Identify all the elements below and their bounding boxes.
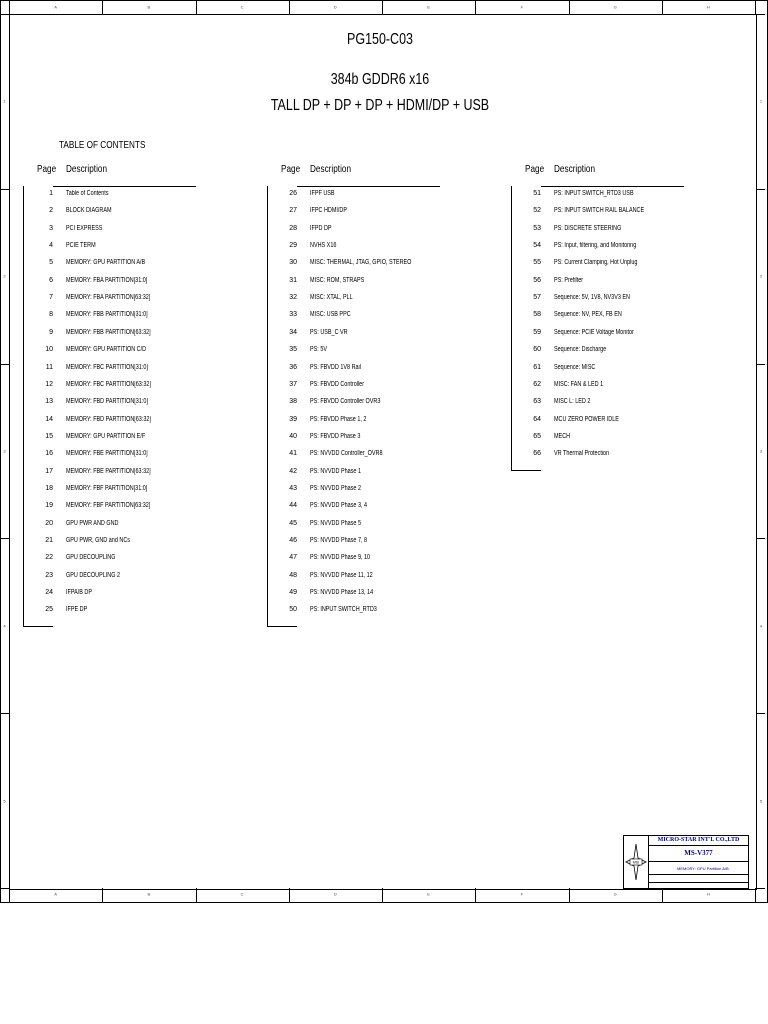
toc-page-description: MEMORY: FBE PARTITION[63:32] bbox=[66, 467, 151, 475]
toc-page-description: PS: INPUT SWITCH RAIL BALANCE bbox=[554, 207, 645, 215]
toc-page-number: 44 bbox=[289, 502, 297, 510]
toc-row bbox=[511, 364, 751, 381]
toc-page-description: Table of Contents bbox=[66, 190, 109, 197]
toc-row bbox=[23, 277, 263, 294]
zone-label: 5 bbox=[759, 798, 763, 804]
toc-page-number: 24 bbox=[45, 589, 53, 597]
toc-page-number: 2 bbox=[49, 207, 53, 215]
toc-page-number: 22 bbox=[45, 554, 53, 562]
toc-page-description: MISC: ROM, STRAPS bbox=[310, 276, 365, 284]
toc-page-description: IFPE DP bbox=[66, 606, 88, 614]
toc-row bbox=[511, 433, 751, 450]
zone-label: E bbox=[427, 891, 430, 897]
toc-page-number: 62 bbox=[533, 380, 541, 388]
page-header: Page bbox=[37, 164, 57, 175]
column-foot bbox=[23, 626, 53, 627]
toc-page-number: 16 bbox=[45, 450, 53, 458]
toc-row bbox=[267, 450, 507, 467]
toc-row bbox=[267, 537, 507, 554]
zone-label: 1 bbox=[3, 98, 6, 104]
toc-row bbox=[267, 381, 507, 398]
description-header: Description bbox=[66, 164, 108, 175]
zone-tick bbox=[569, 888, 570, 902]
toc-page-number: 40 bbox=[289, 432, 297, 440]
display-outputs-title: TALL DP + DP + DP + HDMI/DP + USB bbox=[270, 97, 490, 114]
zone-tick bbox=[382, 0, 383, 14]
zone-label: 3 bbox=[759, 448, 763, 454]
toc-page-description: MEMORY: FBB PARTITION[31:0] bbox=[66, 311, 148, 319]
zone-label: H bbox=[706, 4, 710, 10]
zone-label: 1 bbox=[759, 98, 763, 104]
zone-label: E bbox=[427, 4, 430, 10]
toc-page-number: 43 bbox=[289, 484, 297, 492]
toc-row bbox=[511, 450, 751, 467]
sheet-description: MEMORY: GPU Partition A/B bbox=[677, 866, 729, 871]
zone-tick bbox=[662, 888, 663, 902]
toc-page-description: MISC: XTAL, PLL bbox=[310, 294, 353, 302]
toc-page-description: MEMORY: FBC PARTITION[31:0] bbox=[66, 363, 148, 371]
toc-row bbox=[267, 485, 507, 502]
toc-row bbox=[267, 294, 507, 311]
zone-tick bbox=[0, 538, 9, 539]
toc-row bbox=[267, 207, 507, 224]
toc-row bbox=[23, 329, 263, 346]
toc-row bbox=[23, 259, 263, 276]
toc-page-number: 65 bbox=[533, 432, 541, 440]
toc-page-number: 26 bbox=[289, 190, 297, 197]
toc-page-description: NVHS X16 bbox=[310, 242, 337, 250]
toc-page-description: MEMORY: FBD PARTITION[31:0] bbox=[66, 398, 148, 406]
zone-label: A bbox=[54, 891, 57, 897]
toc-page-description: GPU DECOUPLING bbox=[66, 554, 116, 562]
zone-tick bbox=[662, 0, 663, 14]
zone-label: G bbox=[613, 891, 617, 897]
toc-row bbox=[267, 606, 507, 623]
toc-page-description: IFPD DP bbox=[310, 224, 332, 232]
toc-page-description: GPU PWR, GND and NCs bbox=[66, 537, 131, 544]
toc-row bbox=[23, 294, 263, 311]
toc-page-number: 37 bbox=[289, 380, 297, 388]
svg-text:MSI: MSI bbox=[632, 860, 640, 865]
toc-page-description: MISC: FAN & LED 1 bbox=[554, 380, 604, 388]
toc-page-description: PS: FBVDD Controller OVR3 bbox=[310, 398, 381, 406]
zone-label: C bbox=[240, 891, 244, 897]
toc-page-description: PS: NVVDD Phase 3, 4 bbox=[310, 502, 368, 510]
toc-page-description: PS: NVVDD Phase 11, 12 bbox=[310, 571, 373, 579]
toc-page-description: PS: NVVDD Phase 5 bbox=[310, 519, 361, 527]
toc-page-number: 49 bbox=[289, 589, 297, 597]
toc-row bbox=[23, 398, 263, 415]
toc-page-description: PS: NVVDD Phase 2 bbox=[310, 484, 361, 492]
toc-row bbox=[23, 485, 263, 502]
zone-label: A bbox=[54, 4, 57, 10]
toc-page-description: MCU ZERO POWER IDLE bbox=[554, 415, 619, 423]
toc-page-number: 36 bbox=[289, 363, 297, 371]
toc-page-description: Sequence: Discharge bbox=[554, 346, 607, 354]
toc-page-number: 10 bbox=[45, 346, 53, 354]
toc-page-number: 13 bbox=[45, 398, 53, 406]
toc-page-number: 29 bbox=[289, 242, 297, 250]
zone-tick bbox=[475, 888, 476, 902]
zone-label: 4 bbox=[759, 623, 763, 629]
toc-row bbox=[511, 381, 751, 398]
toc-page-description: MEMORY: FBA PARTITION[63:32] bbox=[66, 294, 151, 302]
toc-row bbox=[267, 572, 507, 589]
zone-label: 2 bbox=[759, 273, 763, 279]
zone-label: F bbox=[520, 891, 524, 897]
toc-page-description: PS: USB_C VR bbox=[310, 328, 348, 336]
toc-page-description: MEMORY: FBF PARTITION[63:32] bbox=[66, 502, 151, 510]
toc-page-number: 46 bbox=[289, 537, 297, 544]
toc-page-number: 3 bbox=[49, 224, 53, 232]
title-block-divider bbox=[649, 882, 748, 883]
toc-page-number: 17 bbox=[45, 467, 53, 475]
column-foot bbox=[267, 626, 297, 627]
zone-tick bbox=[196, 888, 197, 902]
toc-row bbox=[511, 398, 751, 415]
description-header: Description bbox=[310, 164, 352, 175]
toc-page-number: 45 bbox=[289, 519, 297, 527]
zone-tick bbox=[756, 538, 765, 539]
zone-tick bbox=[9, 888, 10, 902]
toc-page-number: 51 bbox=[533, 190, 541, 197]
zone-label: B bbox=[147, 891, 151, 897]
toc-page-number: 19 bbox=[45, 502, 53, 510]
toc-page-description: IFPF USB bbox=[310, 190, 335, 197]
toc-row bbox=[267, 589, 507, 606]
toc-page-number: 1 bbox=[49, 190, 53, 197]
toc-page-number: 7 bbox=[49, 294, 53, 302]
toc-page-number: 48 bbox=[289, 571, 297, 579]
toc-row bbox=[23, 242, 263, 259]
toc-row bbox=[23, 537, 263, 554]
column-rule bbox=[53, 186, 196, 187]
toc-row bbox=[267, 364, 507, 381]
zone-tick bbox=[289, 0, 290, 14]
zone-label: 4 bbox=[3, 623, 6, 629]
toc-row bbox=[511, 311, 751, 328]
toc-page-description: MEMORY: FBD PARTITION[63:32] bbox=[66, 415, 151, 423]
toc-heading: TABLE OF CONTENTS bbox=[59, 140, 146, 151]
toc-row bbox=[267, 311, 507, 328]
page-header: Page bbox=[525, 164, 545, 175]
toc-page-description: PS: NVVDD Phase 1 bbox=[310, 467, 361, 475]
toc-page-description: MEMORY: GPU PARTITION E/F bbox=[66, 432, 146, 440]
toc-row bbox=[23, 520, 263, 537]
toc-page-description: PS: NVVDD Phase 13, 14 bbox=[310, 589, 374, 597]
zone-label: D bbox=[333, 891, 337, 897]
toc-row bbox=[267, 346, 507, 363]
zone-tick bbox=[0, 713, 9, 714]
toc-page-description: MISC: USB PPC bbox=[310, 311, 351, 319]
toc-page-number: 21 bbox=[45, 537, 53, 544]
zone-tick bbox=[0, 189, 9, 190]
zone-label: C bbox=[240, 4, 244, 10]
toc-page-number: 54 bbox=[533, 242, 541, 250]
zone-label: D bbox=[333, 4, 337, 10]
toc-row bbox=[23, 364, 263, 381]
toc-row bbox=[511, 329, 751, 346]
toc-row bbox=[267, 242, 507, 259]
toc-page-number: 42 bbox=[289, 467, 297, 475]
toc-page-description: MEMORY: GPU PARTITION A/B bbox=[66, 259, 146, 267]
toc-row bbox=[23, 433, 263, 450]
model-number: MS-V377 bbox=[649, 846, 748, 862]
toc-page-number: 9 bbox=[49, 328, 53, 336]
toc-page-number: 15 bbox=[45, 432, 53, 440]
toc-row bbox=[23, 554, 263, 571]
zone-tick bbox=[0, 888, 9, 889]
toc-page-description: PCIE TERM bbox=[66, 242, 96, 250]
toc-page-number: 41 bbox=[289, 450, 297, 458]
toc-page-number: 63 bbox=[533, 398, 541, 406]
toc-page-number: 18 bbox=[45, 484, 53, 492]
toc-page-number: 28 bbox=[289, 224, 297, 232]
toc-page-description: Sequence: MISC bbox=[554, 363, 596, 371]
toc-row bbox=[23, 589, 263, 606]
title-block-divider bbox=[649, 874, 748, 875]
zone-tick bbox=[102, 0, 103, 14]
company-name: MICRO-STAR INT'L CO.,LTD bbox=[649, 836, 748, 846]
toc-page-number: 38 bbox=[289, 398, 297, 406]
zone-tick bbox=[569, 0, 570, 14]
toc-page-description: PS: INPUT SWITCH_RTD3 USB bbox=[554, 190, 634, 197]
toc-page-description: MEMORY: FBE PARTITION[31:0] bbox=[66, 450, 148, 458]
toc-row bbox=[511, 259, 751, 276]
toc-page-number: 12 bbox=[45, 380, 53, 388]
zone-label: 2 bbox=[3, 273, 6, 279]
toc-page-number: 14 bbox=[45, 415, 53, 423]
toc-page-description: PCI EXPRESS bbox=[66, 224, 103, 232]
toc-page-number: 5 bbox=[49, 259, 53, 267]
toc-page-number: 34 bbox=[289, 328, 297, 336]
toc-page-description: PS: FBVDD Phase 3 bbox=[310, 432, 361, 440]
toc-page-number: 58 bbox=[533, 311, 541, 319]
toc-row bbox=[511, 207, 751, 224]
toc-page-number: 53 bbox=[533, 224, 541, 232]
zone-label: G bbox=[613, 4, 617, 10]
toc-row bbox=[511, 242, 751, 259]
toc-page-description: PS: Input, filtering, and Monitoring bbox=[554, 242, 637, 250]
toc-page-number: 6 bbox=[49, 276, 53, 284]
toc-page-number: 33 bbox=[289, 311, 297, 319]
zone-label: H bbox=[706, 891, 710, 897]
toc-row bbox=[267, 398, 507, 415]
toc-row bbox=[23, 606, 263, 623]
zone-tick bbox=[382, 888, 383, 902]
toc-page-number: 39 bbox=[289, 415, 297, 423]
toc-page-number: 25 bbox=[45, 606, 53, 614]
toc-page-number: 30 bbox=[289, 259, 297, 267]
toc-row bbox=[23, 572, 263, 589]
toc-page-number: 66 bbox=[533, 450, 541, 458]
toc-row bbox=[267, 520, 507, 537]
toc-row bbox=[23, 416, 263, 433]
toc-row bbox=[267, 468, 507, 485]
toc-page-number: 50 bbox=[289, 606, 297, 614]
toc-page-description: PS: 5V bbox=[310, 346, 328, 354]
toc-row bbox=[23, 502, 263, 519]
toc-page-description: PS: NVVDD Controller_OVR8 bbox=[310, 450, 383, 458]
toc-page-description: PS: DISCRETE STEERING bbox=[554, 224, 622, 232]
page-header: Page bbox=[281, 164, 301, 175]
toc-page-description: MEMORY: FBC PARTITION[63:32] bbox=[66, 380, 151, 388]
zone-tick bbox=[102, 888, 103, 902]
zone-tick bbox=[756, 713, 765, 714]
toc-page-number: 52 bbox=[533, 207, 541, 215]
toc-page-description: PS: FBVDD 1V8 Rail bbox=[310, 363, 361, 371]
toc-page-description: Sequence: NV, PEX, FB EN bbox=[554, 311, 622, 319]
memory-config-title: 384b GDDR6 x16 bbox=[330, 71, 430, 88]
toc-row bbox=[267, 329, 507, 346]
zone-label: 5 bbox=[3, 798, 6, 804]
toc-page-description: PS: INPUT SWITCH_RTD3 bbox=[310, 606, 377, 614]
toc-page-description: MEMORY: GPU PARTITION C/D bbox=[66, 346, 147, 354]
toc-page-description: IFPA/B DP bbox=[66, 589, 92, 597]
zone-tick bbox=[475, 0, 476, 14]
column-rule bbox=[541, 186, 684, 187]
zone-tick bbox=[0, 364, 9, 365]
title-block bbox=[623, 835, 749, 889]
zone-tick bbox=[756, 888, 765, 889]
toc-page-description: IFPC HDMI/DP bbox=[310, 207, 348, 215]
toc-row bbox=[267, 190, 507, 207]
toc-page-number: 11 bbox=[45, 363, 53, 371]
toc-page-description: MEMORY: FBB PARTITION[63:32] bbox=[66, 328, 151, 336]
toc-row bbox=[23, 207, 263, 224]
toc-page-description: PS: FBVDD Phase 1, 2 bbox=[310, 415, 367, 423]
toc-row bbox=[267, 554, 507, 571]
toc-page-number: 57 bbox=[533, 294, 541, 302]
toc-row bbox=[267, 502, 507, 519]
zone-tick bbox=[0, 14, 9, 15]
toc-row bbox=[511, 416, 751, 433]
toc-page-description: PS: Prefilter bbox=[554, 276, 584, 284]
toc-row bbox=[267, 433, 507, 450]
toc-row bbox=[267, 259, 507, 276]
toc-row bbox=[511, 346, 751, 363]
toc-page-description: Sequence: PCIE Voltage Monitor bbox=[554, 328, 634, 336]
toc-page-description: MISC: THERMAL, JTAG, GPIO, STEREO bbox=[310, 259, 412, 267]
toc-row bbox=[23, 190, 263, 207]
toc-page-description: GPU PWR AND GND bbox=[66, 519, 119, 527]
toc-page-description: PS: FBVDD Controller bbox=[310, 380, 365, 388]
toc-page-description: MEMORY: FBA PARTITION[31:0] bbox=[66, 276, 148, 284]
toc-page-description: BLOCK DIAGRAM bbox=[66, 207, 112, 215]
zone-tick bbox=[756, 189, 765, 190]
zone-tick bbox=[756, 14, 765, 15]
zone-tick bbox=[9, 0, 10, 14]
toc-page-number: 20 bbox=[45, 519, 53, 527]
column-foot bbox=[511, 470, 541, 471]
zone-label: 3 bbox=[3, 448, 6, 454]
toc-row bbox=[267, 225, 507, 242]
toc-page-description: GPU DECOUPLING 2 bbox=[66, 571, 121, 579]
column-rule bbox=[297, 186, 440, 187]
toc-page-number: 55 bbox=[533, 259, 541, 267]
toc-row bbox=[267, 277, 507, 294]
zone-label: B bbox=[147, 4, 151, 10]
toc-page-number: 47 bbox=[289, 554, 297, 562]
board-id-title: PG150-C03 bbox=[347, 31, 413, 48]
toc-page-description: PS: NVVDD Phase 9, 10 bbox=[310, 554, 371, 562]
toc-page-description: MISC L: LED 2 bbox=[554, 398, 591, 406]
toc-row bbox=[23, 468, 263, 485]
toc-page-number: 60 bbox=[533, 346, 541, 354]
zone-tick bbox=[755, 888, 756, 902]
toc-page-description: Sequence: 5V, 1V8, NV3V3 EN bbox=[554, 294, 630, 302]
toc-page-number: 32 bbox=[289, 294, 297, 302]
zone-tick bbox=[289, 888, 290, 902]
toc-row bbox=[511, 277, 751, 294]
toc-row bbox=[267, 416, 507, 433]
toc-row bbox=[23, 346, 263, 363]
zone-tick bbox=[756, 364, 765, 365]
toc-page-description: PS: Current Clamping, Hot Unplug bbox=[554, 259, 638, 267]
toc-page-number: 64 bbox=[533, 415, 541, 423]
toc-page-number: 27 bbox=[289, 207, 297, 215]
toc-page-number: 35 bbox=[289, 346, 297, 354]
toc-page-description: MECH bbox=[554, 432, 571, 440]
zone-label: F bbox=[520, 4, 524, 10]
toc-page-description: PS: NVVDD Phase 7, 8 bbox=[310, 537, 368, 544]
toc-row bbox=[23, 450, 263, 467]
toc-page-number: 8 bbox=[49, 311, 53, 319]
toc-page-number: 23 bbox=[45, 571, 53, 579]
zone-tick bbox=[755, 0, 756, 14]
toc-page-number: 4 bbox=[49, 242, 53, 250]
toc-page-number: 59 bbox=[533, 328, 541, 336]
toc-page-description: MEMORY: FBF PARTITION[31:0] bbox=[66, 484, 148, 492]
toc-page-number: 61 bbox=[533, 363, 541, 371]
toc-row bbox=[23, 381, 263, 398]
toc-row bbox=[511, 190, 751, 207]
toc-row bbox=[511, 225, 751, 242]
toc-row bbox=[23, 311, 263, 328]
msi-logo-icon bbox=[624, 836, 649, 888]
zone-tick bbox=[196, 0, 197, 14]
toc-page-number: 56 bbox=[533, 276, 541, 284]
toc-row bbox=[511, 294, 751, 311]
toc-row bbox=[23, 225, 263, 242]
description-header: Description bbox=[554, 164, 596, 175]
toc-page-number: 31 bbox=[289, 276, 297, 284]
toc-page-description: VR Thermal Protection bbox=[554, 450, 610, 458]
